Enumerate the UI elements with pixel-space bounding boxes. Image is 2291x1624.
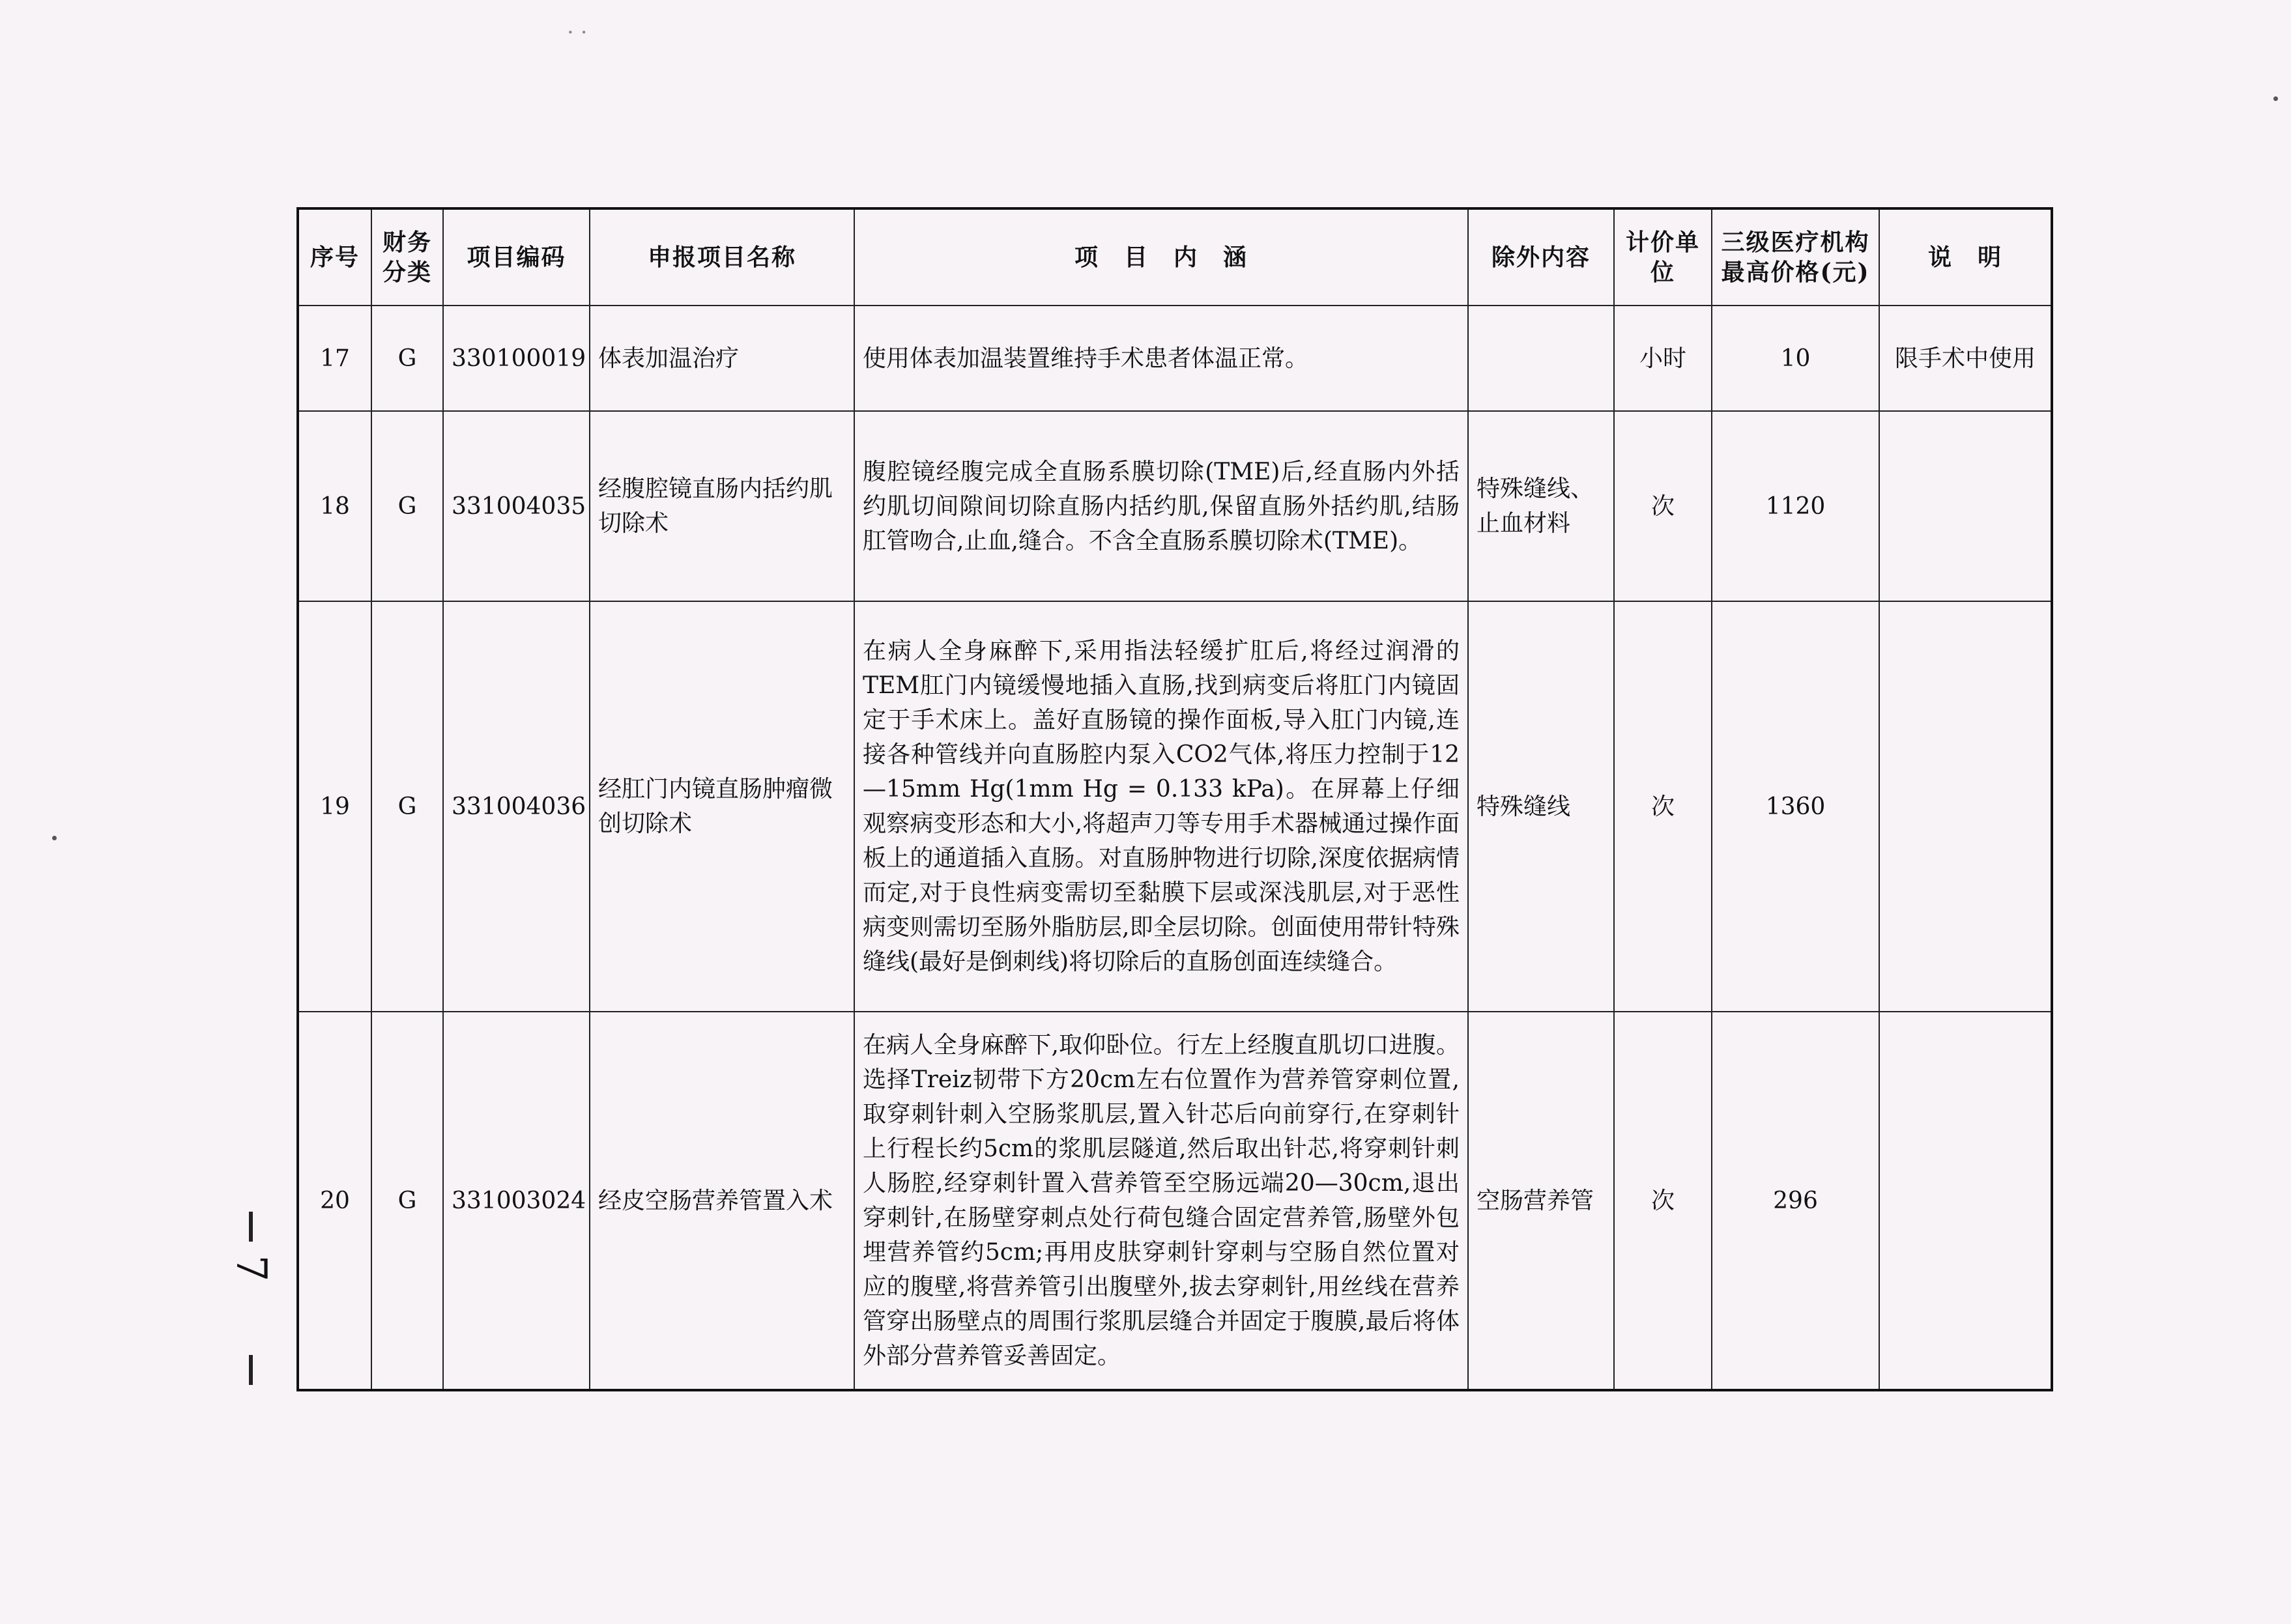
header-code: 项目编码 — [443, 208, 590, 306]
row-unit: 次 — [1614, 411, 1712, 601]
row-price: 1360 — [1712, 601, 1879, 1012]
row-content: 在病人全身麻醉下,采用指法轻缓扩肛后,将经过润滑的TEM肛门内镜缓慢地插入直肠,找到病变后将肛门内镜固定于手术床上。盖好直肠镜的操作面板,导入肛门内镜,连接各种管线并向直肠腔内泵入CO2气体,将压力控制于12—15mm Hg(1mm Hg = 0.133 kPa)。在屏幕上仔细观察病变形态和大小,将超声刀等专用手术器械通过操作面板上的通道插入直肠。对直肠肿物进行切除,深度依据病情而定,对于良性病变需切至黏膜下层或深浅肌层,对于恶性病变则需切至肠外脂肪层,即全层切除。创面使用带针特殊缝线(最好是倒刺线)将切除后的直肠创面连续缝合。 — [854, 601, 1468, 1012]
header-item-name: 申报项目名称 — [590, 208, 854, 306]
page-number-dash-top — [249, 1212, 253, 1242]
row-note: 限手术中使用 — [1879, 306, 2052, 411]
row-note — [1879, 1012, 2052, 1390]
table-header-row — [298, 208, 2052, 306]
page-number: 7 — [227, 1255, 275, 1282]
row-code: 331003024 — [443, 1012, 590, 1390]
row-item-name: 经肛门内镜直肠肿瘤微创切除术 — [590, 601, 854, 1012]
row-item-name: 经腹腔镜直肠内括约肌切除术 — [590, 411, 854, 601]
row-item-name: 经皮空肠营养管置入术 — [590, 1012, 854, 1390]
table-row — [298, 1012, 2052, 1390]
header-serial: 序号 — [298, 208, 371, 306]
table-row — [298, 601, 2052, 1012]
row-unit: 次 — [1614, 601, 1712, 1012]
row-price: 296 — [1712, 1012, 1879, 1390]
row-category: G — [371, 601, 443, 1012]
row-code: 331004036 — [443, 601, 590, 1012]
row-content: 使用体表加温装置维持手术患者体温正常。 — [854, 306, 1468, 411]
row-serial: 19 — [298, 601, 371, 1012]
row-exclusion — [1468, 306, 1614, 411]
row-unit: 次 — [1614, 1012, 1712, 1390]
row-unit: 小时 — [1614, 306, 1712, 411]
table-row — [298, 306, 2052, 411]
row-category: G — [371, 1012, 443, 1390]
row-serial: 17 — [298, 306, 371, 411]
header-content: 项 目 内 涵 — [854, 208, 1468, 306]
row-content: 腹腔镜经腹完成全直肠系膜切除(TME)后,经直肠内外括约肌切间隙间切除直肠内括约肌,保留直肠外括约肌,结肠肛管吻合,止血,缝合。不含全直肠系膜切除术(TME)。 — [854, 411, 1468, 601]
row-exclusion: 特殊缝线 — [1468, 601, 1614, 1012]
scan-speck — [2273, 96, 2278, 101]
price-table — [296, 207, 2053, 1391]
table-row — [298, 411, 2052, 601]
row-item-name: 体表加温治疗 — [590, 306, 854, 411]
page-number-dash-bottom — [249, 1355, 253, 1385]
row-serial: 18 — [298, 411, 371, 601]
row-serial: 20 — [298, 1012, 371, 1390]
row-price: 1120 — [1712, 411, 1879, 601]
row-note — [1879, 601, 2052, 1012]
header-exclusion: 除外内容 — [1468, 208, 1614, 306]
row-code: 331004035 — [443, 411, 590, 601]
header-price: 三级医疗机构最高价格(元) — [1712, 208, 1879, 306]
scan-speck — [52, 836, 57, 840]
row-exclusion: 特殊缝线、止血材料 — [1468, 411, 1614, 601]
header-unit: 计价单位 — [1614, 208, 1712, 306]
row-content: 在病人全身麻醉下,取仰卧位。行左上经腹直肌切口进腹。选择Treiz韧带下方20cm左右位置作为营养管穿刺位置,取穿刺针刺入空肠浆肌层,置入针芯后向前穿行,在穿刺针上行程长约5cm的浆肌层隧道,然后取出针芯,将穿刺针刺人肠腔,经穿刺针置入营养管至空肠远端20—30cm,退出穿刺针,在肠壁穿刺点处行荷包缝合固定营养管,肠壁外包埋营养管约5cm;再用皮肤穿刺针穿刺与空肠自然位置对应的腹壁,将营养管引出腹壁外,拔去穿刺针,用丝线在营养管穿出肠壁点的周围行浆肌层缝合并固定于腹膜,最后将体外部分营养管妥善固定。 — [854, 1012, 1468, 1390]
row-exclusion: 空肠营养管 — [1468, 1012, 1614, 1390]
scan-artifact: ·· — [567, 20, 594, 46]
row-price: 10 — [1712, 306, 1879, 411]
row-note — [1879, 411, 2052, 601]
row-category: G — [371, 306, 443, 411]
row-code: 330100019 — [443, 306, 590, 411]
header-category: 财务分类 — [371, 208, 443, 306]
header-note: 说 明 — [1879, 208, 2052, 306]
row-category: G — [371, 411, 443, 601]
